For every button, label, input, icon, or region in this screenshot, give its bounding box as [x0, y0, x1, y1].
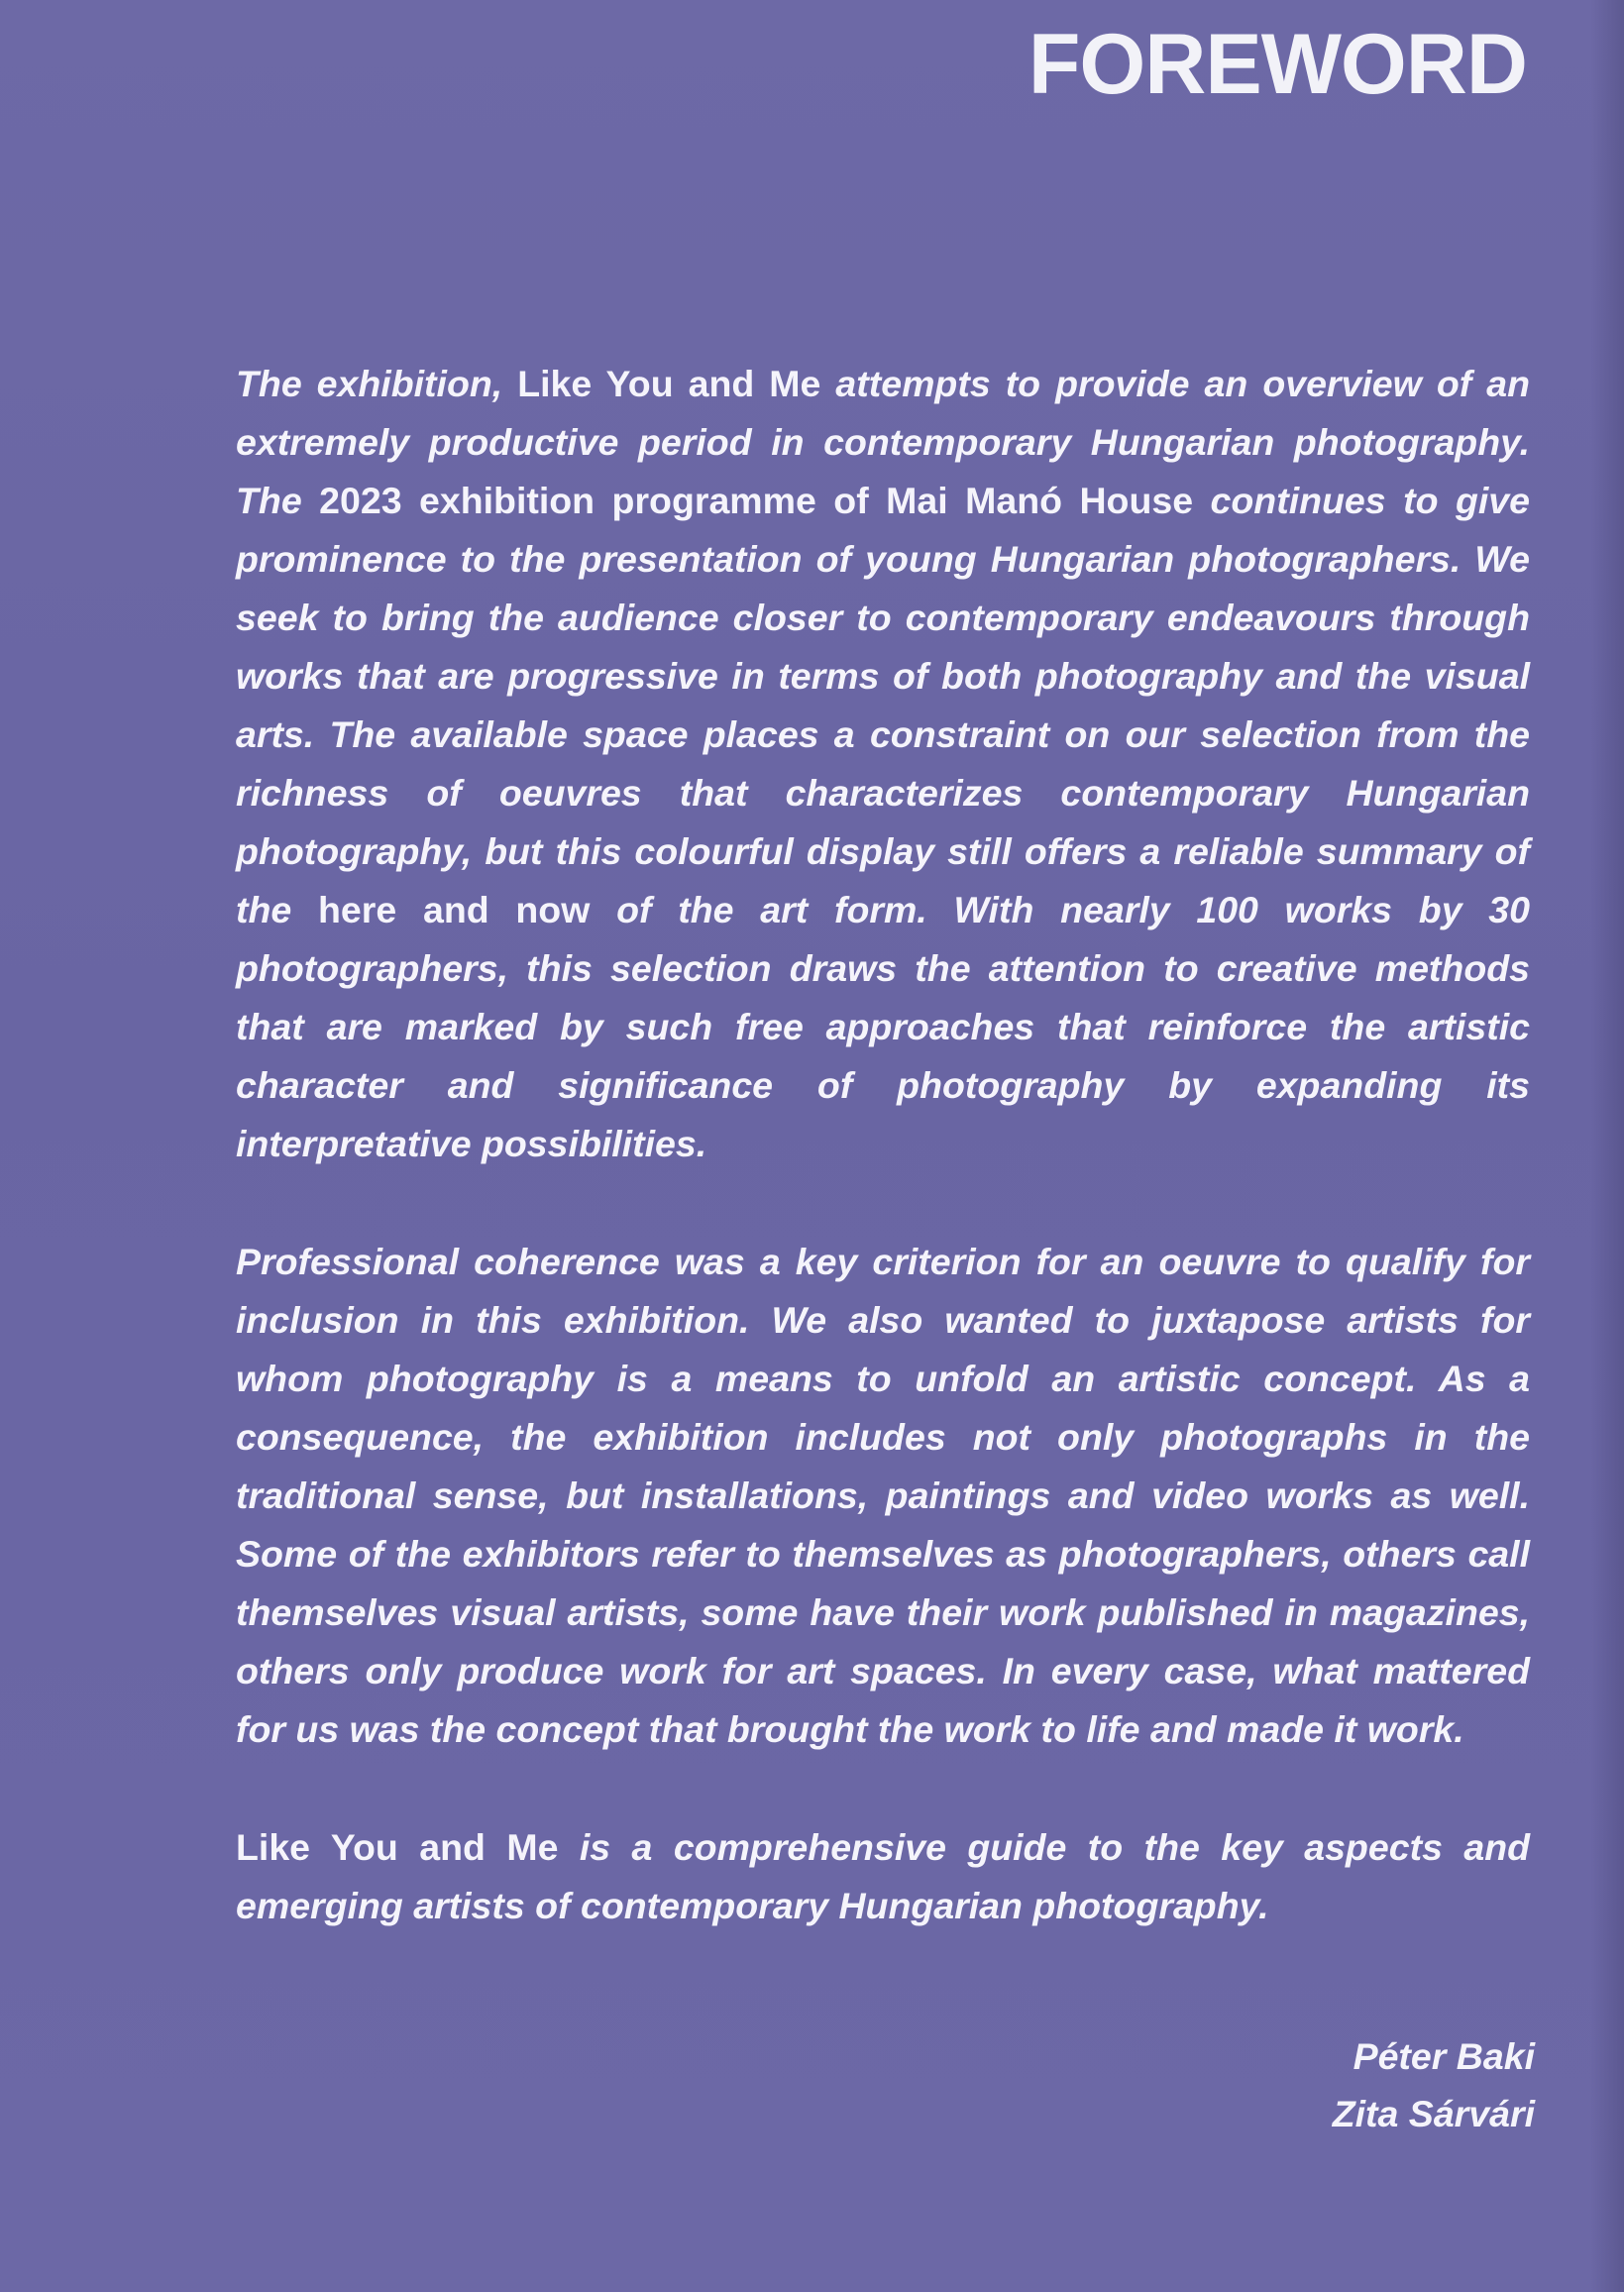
paragraph-1 [236, 355, 1530, 1173]
text-segment: of the art form. With nearly 100 works by 30 photographers, this selection draws the attention to creative methods that are marked by such free approaches that reinforce the artistic character and significance of photography by expanding its interpretative possibilities. [236, 889, 1531, 1164]
page-edge-shadow [1590, 0, 1624, 2292]
programme-name: 2023 exhibition programme of Mai Manó House [319, 480, 1194, 521]
exhibition-title: Like You and Me [236, 1826, 559, 1868]
emphasis-here-and-now: here and now [318, 889, 591, 930]
text-segment: The exhibition, [236, 363, 518, 404]
paragraph-3 [236, 1818, 1530, 1935]
text-segment: Professional coherence was a key criterion for an oeuvre to qualify for inclusion in this exhibition. We also wanted to juxtapose artists for whom photography is a means to unfold an artistic concept. As a consequence, the exhibition includes not only photographs in the traditional sense, but installations, paintings and video works as well. Some of the exhibitors refer to themselves as photographers, others call themselves visual artists, some have their work published in magazines, others only produce work for art spaces. In every case, what mattered for us was the concept that brought the work to life and made it work. [236, 1241, 1530, 1750]
paragraph-2 [236, 1233, 1530, 1759]
author-name: Zita Sárvári [1332, 2093, 1535, 2134]
text-segment: attempts to provide an overview of an extremely productive period in contemporary Hungarian photography. The [236, 363, 1530, 521]
text-segment: is a comprehensive guide to the key aspects and emerging artists of contemporary Hungarian photography. [236, 1826, 1531, 1926]
author-name: Péter Baki [1353, 2035, 1535, 2077]
text-segment: continues to give prominence to the presentation of young Hungarian photographers. We seek to bring the audience closer to contemporary endeavours through works that are progressive in terms of both photography and the visual arts. The available space places a constraint on our selection from the richness of oeuvres that characterizes contemporary Hungarian photography, but this colourful display still offers a reliable summary of the [236, 480, 1530, 930]
author-signature [1333, 2027, 1535, 2142]
exhibition-title: Like You and Me [517, 363, 821, 404]
foreword-body [236, 355, 1530, 1935]
page-title: FOREWORD [1028, 17, 1527, 112]
